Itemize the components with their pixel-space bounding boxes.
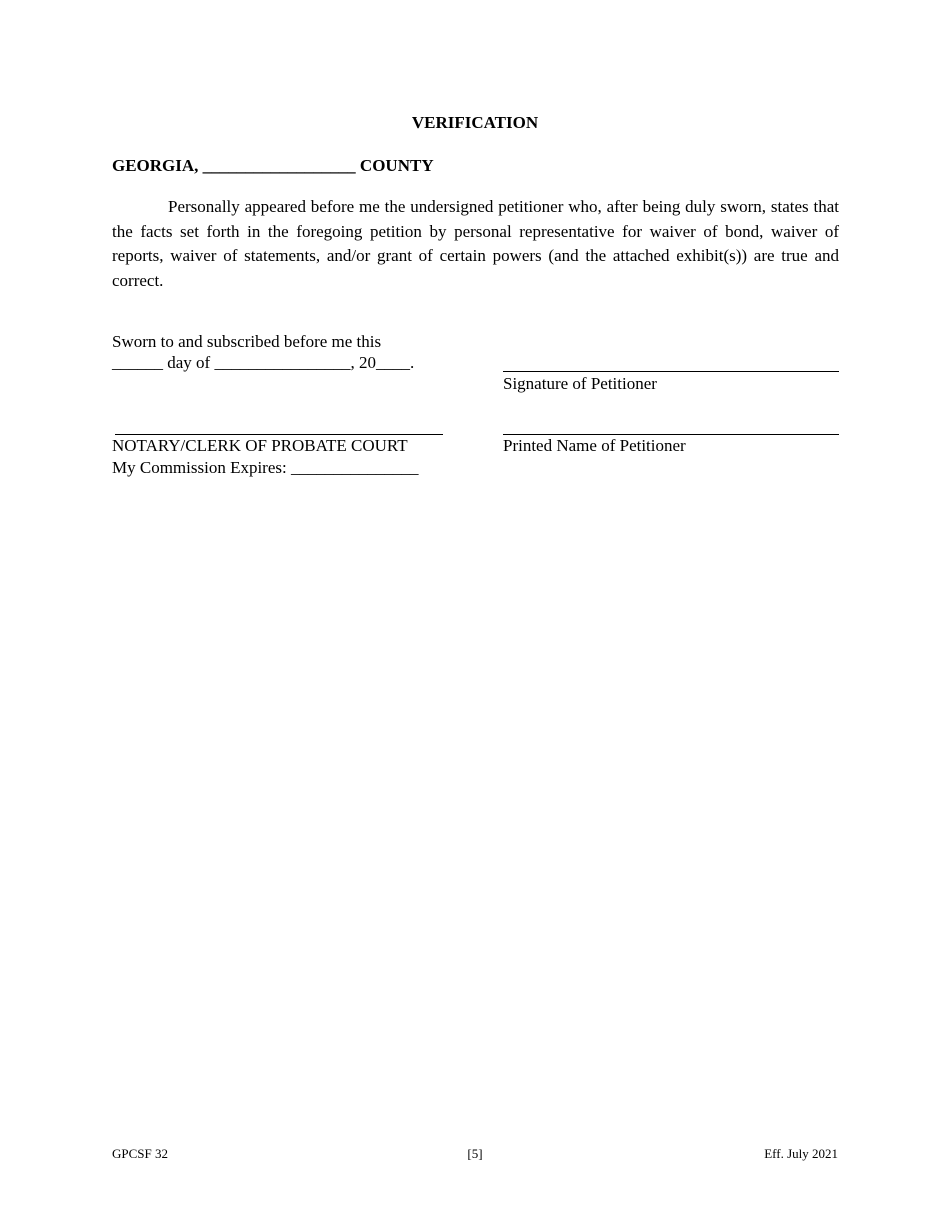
commission-expires-label: My Commission Expires: _______________ bbox=[112, 458, 419, 477]
footer-form-id: GPCSF 32 bbox=[112, 1146, 168, 1161]
signature-line bbox=[503, 371, 839, 372]
printed-name-label: Printed Name of Petitioner bbox=[503, 436, 686, 455]
county-line: GEORGIA, __________________ COUNTY bbox=[112, 156, 434, 175]
footer-page-number: [5] bbox=[467, 1146, 483, 1161]
notary-signature-line bbox=[115, 434, 443, 435]
printed-name-line bbox=[503, 434, 839, 435]
sworn-line-1: Sworn to and subscribed before me this bbox=[112, 332, 382, 351]
verification-paragraph: Personally appeared before me the undersigned petitioner who, after being duly sworn, states that the facts set forth in the foregoing petition by personal representative for waiver of bond, waiver of reports, waiver of statements, and/or grant of certain powers (and the attached exhibit(s)) are true and correct. bbox=[112, 197, 839, 290]
footer-effective-date: Eff. July 2021 bbox=[764, 1146, 838, 1161]
page-title: VERIFICATION bbox=[411, 113, 539, 132]
signature-label: Signature of Petitioner bbox=[503, 374, 657, 393]
notary-label: NOTARY/CLERK OF PROBATE COURT bbox=[112, 436, 408, 455]
sworn-date-line: ______ day of ________________, 20____. bbox=[112, 353, 415, 372]
